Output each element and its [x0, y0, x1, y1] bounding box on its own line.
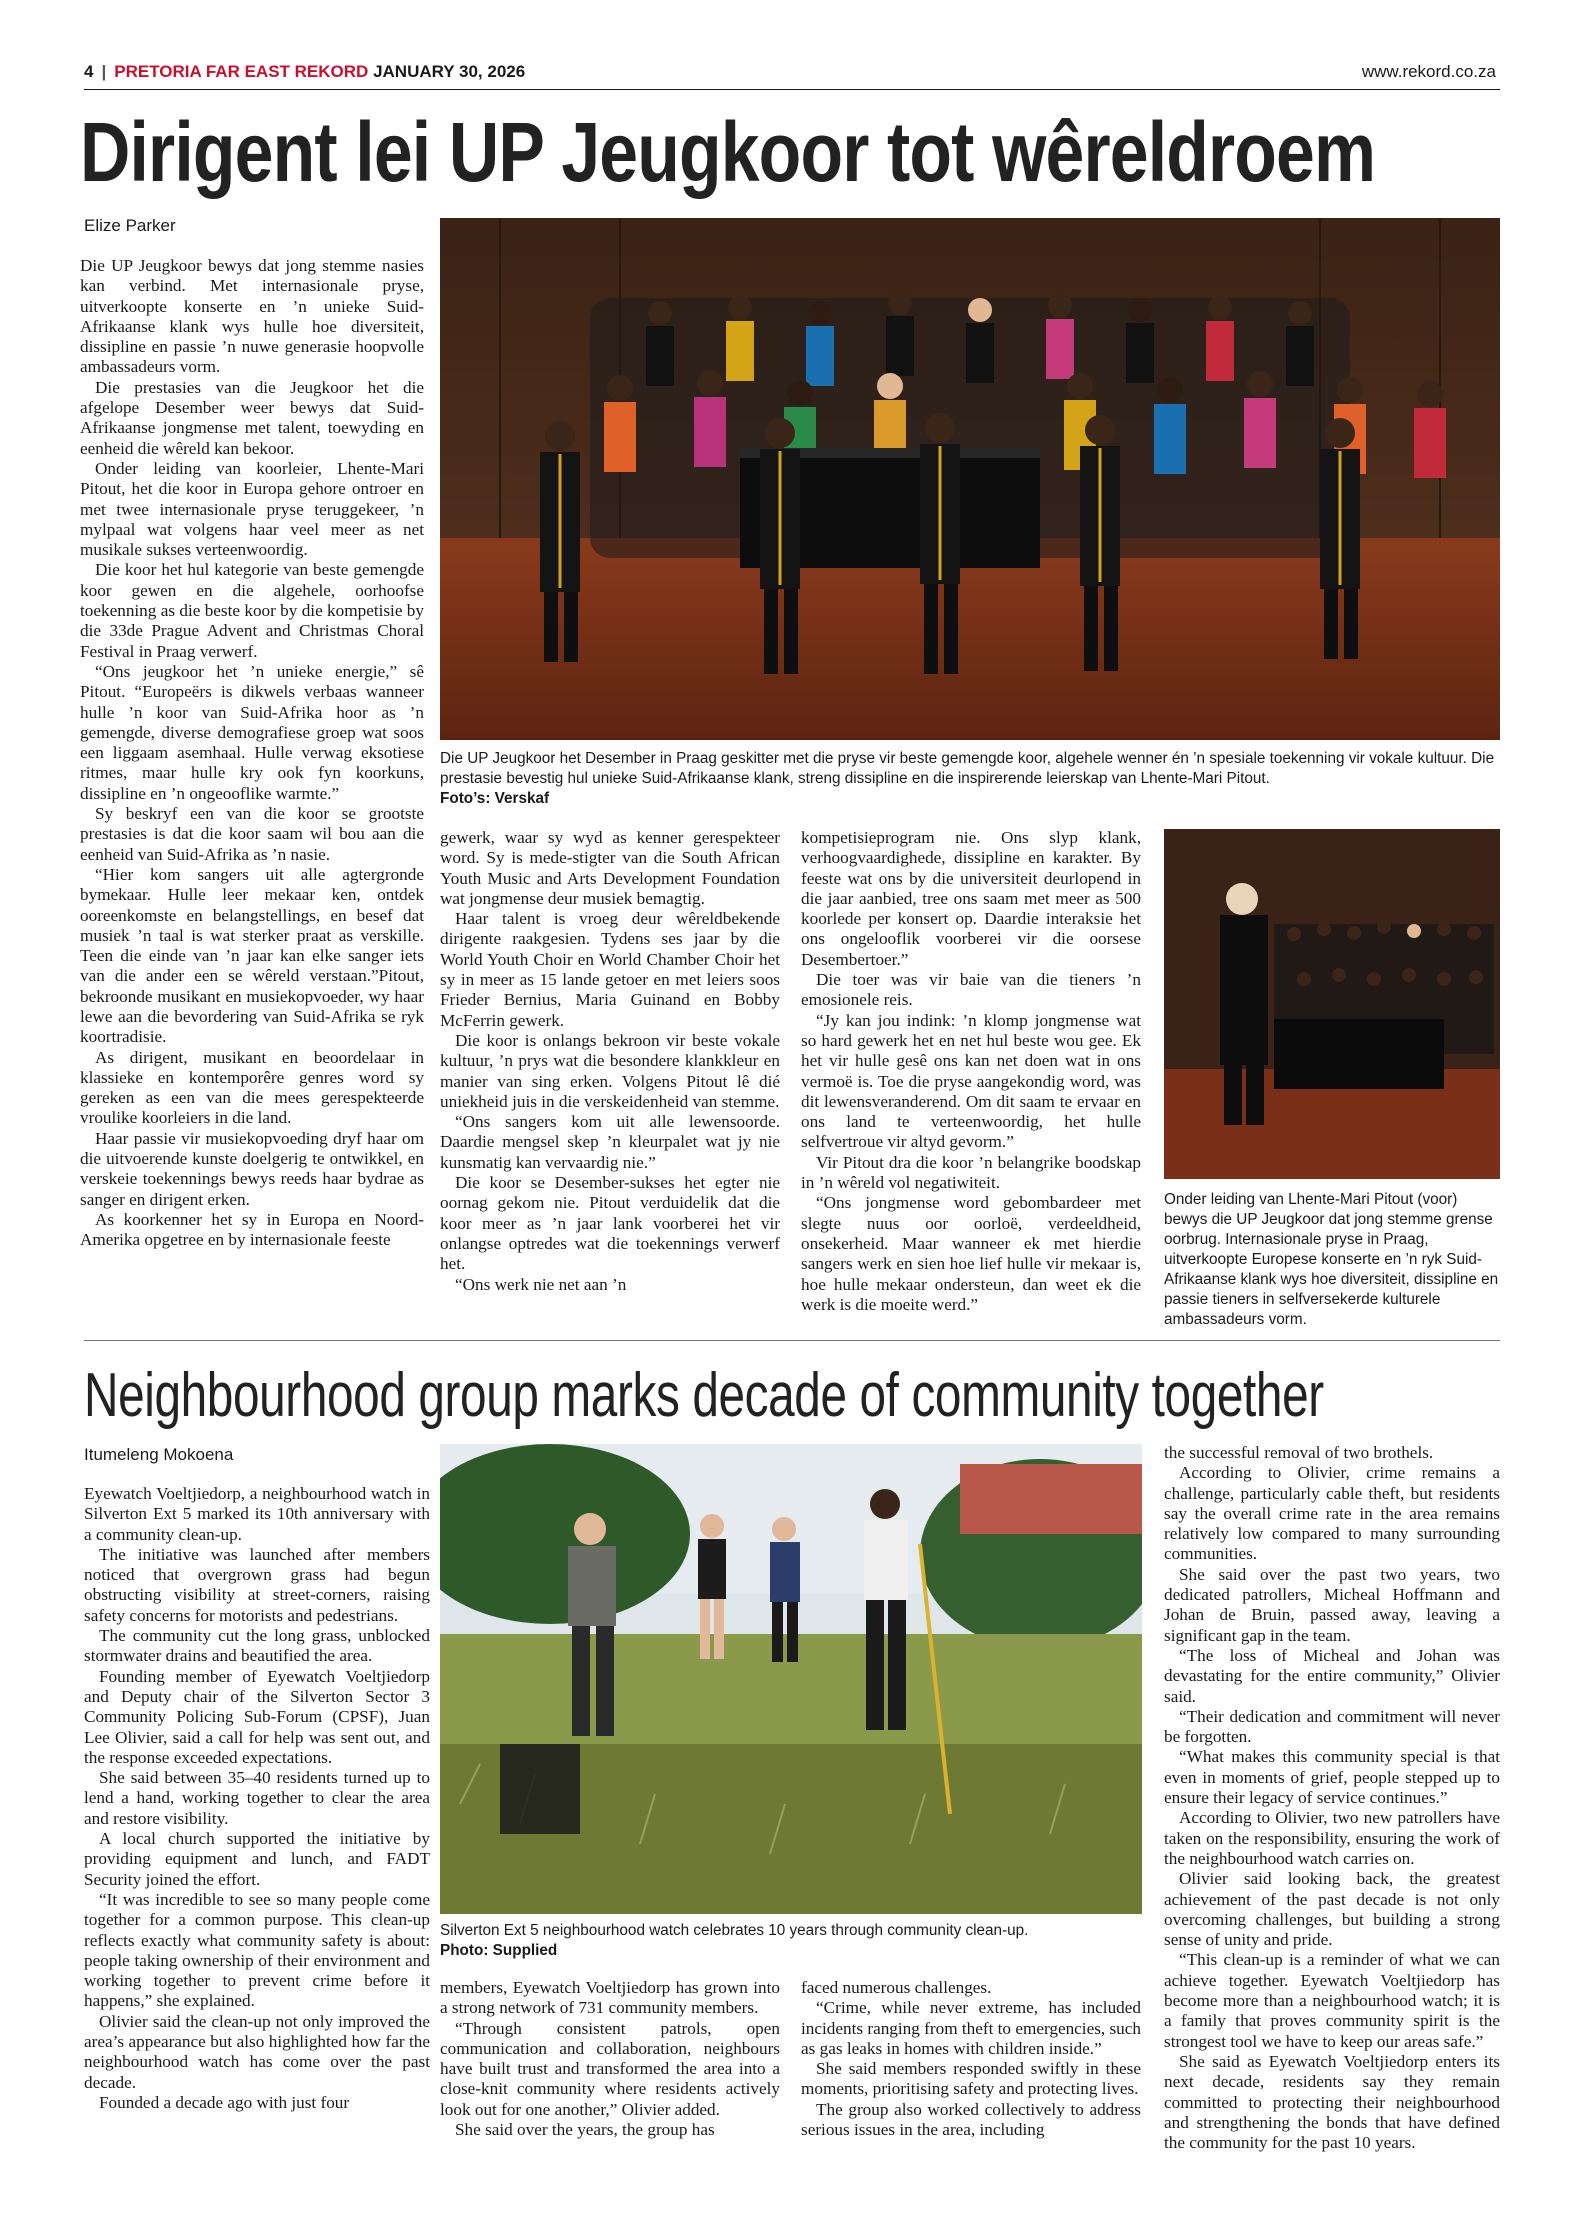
caption-text: Silverton Ext 5 neighbourhood watch celebrates 10 years through community clean-up.	[440, 1922, 1029, 1939]
paragraph: She said between 35–40 residents turned up to lend a hand, working together to clear the area and restore visibility.	[84, 1768, 430, 1828]
article1-byline: Elize Parker	[84, 216, 176, 235]
paragraph: “What makes this community special is that even in moments of grief, people stepped up to ensure their legacy of service continues.”	[1164, 1747, 1500, 1808]
issue-date: JANUARY 30, 2026	[373, 62, 526, 81]
paragraph: gewerk, waar sy wyd as kenner gerespekteer word. Sy is mede-stigter van die South African Youth Music and Arts Development Foundation wat jongmense deur musiek bemagtig.	[440, 828, 780, 908]
paragraph: members, Eyewatch Voeltjiedorp has grown into a strong network of 731 community members.	[440, 1978, 780, 2018]
header-rule	[84, 89, 1500, 90]
paragraph: the successful removal of two brothels.	[1164, 1443, 1434, 1462]
paragraph: According to Olivier, two new patrollers have taken on the responsibility, ensuring the work of the neighbourhood watch carries on.	[1164, 1808, 1500, 1868]
paragraph: She said members responded swiftly in these moments, prioritising safety and protecting lives.	[801, 2059, 1141, 2099]
paragraph: As koorkenner het sy in Europa en Noord-Amerika opgetree en by internasionale feeste	[80, 1209, 424, 1250]
photo-credit: Foto’s: Verskaf	[440, 790, 550, 807]
article1-col3	[801, 828, 1141, 1315]
page-number: 4	[84, 62, 94, 81]
paragraph: The group also worked collectively to address serious issues in the area, including	[801, 2099, 1141, 2140]
paragraph: “Through consistent patrols, open communication and collaboration, neighbours have built trust and transformed the area into a close-knit community where residents actively look out for one another,” Olivier added.	[440, 2018, 780, 2119]
paragraph: The community cut the long grass, unblocked stormwater drains and beautified the area.	[84, 1626, 430, 1666]
section-divider	[84, 1340, 1500, 1341]
cleanup-photo-caption	[440, 1921, 1142, 1961]
article2-col4	[1164, 1443, 1500, 2153]
paragraph: Haar talent is vroeg deur wêreldbekende dirigente raakgesien. Tydens ses jaar by die World Youth Choir en World Chamber Choir het sy in meer as 15 lande getoer en met leiers soos Frieder Bernius, Maria Guinand en Bobby McFerrin gewerk.	[440, 909, 780, 1030]
paragraph: Die UP Jeugkoor bewys dat jong stemme nasies kan verbind. Met internasionale pryse, uitverkoopte konserte en ’n unieke Suid-Afrikaanse klank wys hulle hoe diversiteit, dissipline en passie ’n nuwe generasie hoopvolle ambassadeurs vorm.	[80, 256, 424, 377]
folio	[84, 62, 525, 82]
cleanup-photo	[440, 1444, 1142, 1914]
choir-photo	[440, 218, 1500, 740]
article2-col3	[801, 1978, 1141, 2140]
website-link[interactable]: www.rekord.co.za	[1361, 62, 1496, 81]
paragraph: Die prestasies van die Jeugkoor het die afgelope Desember weer bewys dat Suid-Afrikaanse jongmense met talent, toewyding en eenheid die wêreld kan bekoor.	[80, 377, 424, 458]
paragraph: She said over the years, the group has	[455, 2120, 715, 2140]
paragraph: The initiative was launched after members noticed that overgrown grass had begun obstructing visibility at street-corners, raising safety concerns for motorists and pedestrians.	[84, 1544, 430, 1625]
paragraph: Die koor se Desember-sukses het egter nie oornag gekom nie. Pitout verduidelik dat die koor meer as ’n jaar lank voorberei het vir onlangse optredes wat die toekennings verwerf het.	[440, 1173, 780, 1274]
publication-name: PRETORIA FAR EAST REKORD	[114, 62, 369, 81]
folio-separator: |	[101, 62, 107, 81]
paragraph: Vir Pitout dra die koor ’n belangrike boodskap in ’n wêreld vol negatiwiteit.	[801, 1152, 1141, 1193]
conductor-photo-caption: Onder leiding van Lhente-Mari Pitout (voor) bewys die UP Jeugkoor dat jong stemme grense oorbrug. Internasionale pryse in Praag, uitverkoopte Europese konserte en ’n ryk Suid-Afrikaanse klank wys hoe diversiteit, dissipline en passie tieners in selfversekerde kulturele ambassadeurs vorm.	[1164, 1191, 1499, 1328]
paragraph: Die toer was vir baie van die tieners ’n emosionele reis.	[801, 970, 1141, 1010]
paragraph: Die koor is onlangs bekroon vir beste vokale kultuur, ’n prys wat die besondere klankkleur en manier van sing erken. Volgens Pitout lê dié uniekheid juis in die verskeidenheid van stemme.	[440, 1030, 780, 1111]
paragraph: “Ons sangers kom uit alle lewensoorde. Daardie mengsel skep ’n kleurpalet wat jy nie kunsmatig kan vervaardig nie.”	[440, 1112, 780, 1172]
paragraph: As dirigent, musikant en beoordelaar in klassieke en kontemporêre genres word sy gereken as een van die mees gerespekteerde vroulike koorleiers in die land.	[80, 1047, 424, 1128]
paragraph: “Hier kom sangers uit alle agtergronde bymekaar. Hulle leer mekaar ken, ontdek ooreenkomste en belangstellings, en besef dat musiek ’n taal is wat sterker praat as verskille. Teen die einde van ’n jaar kan elke sanger iets van die ander een se wêreld verstaan.”Pitout, bekroonde musikant en musiekopvoeder, wy haar lewe aan die bevordering van Suid-Afrika se ryk koortradisie.	[80, 864, 424, 1047]
paragraph: “This clean-up is a reminder of what we can achieve together. Eyewatch Voeltjiedorp has become more than a neighbourhood watch; it is a family that proves community spirit is the strongest tool we have to keep our areas safe.”	[1164, 1950, 1500, 2051]
caption-text: Die UP Jeugkoor het Desember in Praag geskitter met die pryse vir beste gemengde koor, algehele wenner én ’n spesiale toekenning vir vokale kultuur. Die prestasie bevestig hul unieke Suid-Afrikaanse klank, streng dissipline en die inspirerende leierskap van Lhente-Mari Pitout.	[440, 750, 1495, 787]
conductor-photo	[1164, 829, 1500, 1179]
paragraph: faced numerous challenges.	[801, 1978, 992, 1997]
paragraph: Haar passie vir musiekopvoeding dryf haar om die uitvoerende kunste doelgerig te ontwikkel, en verskeie toekennings bewys reeds haar bydrae as sanger en dirigent erken.	[80, 1128, 424, 1209]
paragraph: Sy beskryf een van die koor se grootste prestasies is dat die koor saam wil bou aan die eenheid van Suid-Afrika as ’n nasie.	[80, 804, 424, 864]
paragraph: According to Olivier, crime remains a challenge, particularly cable theft, but residents say the overall crime rate in the area remains relatively low compared to many surrounding communities.	[1164, 1463, 1500, 1564]
paragraph: Founded a decade ago with just four	[99, 2092, 350, 2112]
paragraph: “Ons werk nie net aan ’n	[455, 1274, 627, 1294]
article1-col1	[80, 256, 424, 1251]
paragraph: Onder leiding van koorleier, Lhente-Mari Pitout, het die koor in Europa gehore ontroer en met twee internasionale pryse teruggekeer, ’n mylpaal wat volgens haar veel meer as net musikale sukses verteenwoordig.	[80, 458, 424, 560]
paragraph: Eyewatch Voeltjiedorp, a neighbourhood watch in Silverton Ext 5 marked its 10th anniversary with a community clean-up.	[84, 1484, 430, 1544]
paragraph: “It was incredible to see so many people come together for a common purpose. This clean-up reflects exactly what community safety is about: people taking ownership of their environment and working together to prevent crime before it happens,” she explained.	[84, 1889, 430, 2011]
paragraph: She said as Eyewatch Voeltjiedorp enters its next decade, residents say they remain committed to protecting their neighbourhood and strengthening the bonds that have defined the community for the past 10 years.	[1164, 2051, 1500, 2153]
paragraph: Olivier said the clean-up not only improved the area’s appearance but also highlighted how far the neighbourhood watch has come over the past decade.	[84, 2011, 430, 2092]
article2-col1	[84, 1484, 430, 2113]
paragraph: Founding member of Eyewatch Voeltjiedorp and Deputy chair of the Silverton Sector 3 Community Policing Sub-Forum (CPSF), Juan Lee Olivier, said a call for help was sent out, and the response exceeded expectations.	[84, 1666, 430, 1767]
paragraph: “Jy kan jou indink: ’n klomp jongmense wat so hard gewerk het en net hul beste wou gee. Ek het vir hulle gesê ons kan net doen wat in ons vermoë is. Toe die pryse aangekondig word, was dit lewensveranderend. Om dit saam te ervaar en ons land te verteenwoordig, het hulle selfvertroue vir altyd gevorm.”	[801, 1010, 1141, 1152]
paragraph: “Ons jeugkoor het ’n unieke energie,” sê Pitout. “Europeërs is dikwels verbaas wanneer hulle ’n koor van Suid-Afrika hoor as ’n gemengde, diverse demografiese groep wat soos een liggaam asemhaal. Hulle verwag eksotiese ritmes, maar hulle kry ook fyn koorkuns, dissipline en ’n ongeooflike warmte.”	[80, 661, 424, 803]
paragraph: “The loss of Micheal and Johan was devastating for the entire community,” Olivier said.	[1164, 1645, 1500, 1706]
choir-photo-caption	[440, 749, 1500, 809]
article2-byline: Itumeleng Mokoena	[84, 1445, 234, 1464]
article1-headline: Dirigent lei UP Jeugkoor tot wêreldroem	[80, 105, 1376, 199]
paragraph: kompetisieprogram nie. Ons slyp klank, verhoogvaardighede, dissipline en karakter. By feeste wat ons by die universiteit deurlopend in die jaar aanbied, tree ons saam met meer as 500 koorlede per konsert op. Daardie interaksie het ons ongelooflik voorberei vir die oorsese Desembertoer.”	[801, 828, 1141, 969]
paragraph: Die koor het hul kategorie van beste gemengde koor gewen en die algehele, oorhoofse toekenning as die beste koor by die kompetisie by die 33de Prague Advent and Christmas Choral Festival in Praag verwerf.	[80, 560, 424, 661]
paragraph: A local church supported the initiative by providing equipment and lunch, and FADT Security joined the effort.	[84, 1829, 430, 1889]
photo-credit: Photo: Supplied	[440, 1942, 558, 1959]
article1-col2	[440, 828, 780, 1295]
paragraph: Olivier said looking back, the greatest achievement of the past decade is not only overcoming challenges, but building a strong sense of unity and pride.	[1164, 1869, 1500, 1950]
article2-col2	[440, 1978, 780, 2140]
paragraph: “Crime, while never extreme, has included incidents ranging from theft to emergencies, such as gas leaks in homes with children inside.”	[801, 1998, 1141, 2058]
paragraph: “Their dedication and commitment will never be forgotten.	[1164, 1706, 1500, 1747]
paragraph: She said over the past two years, two dedicated patrollers, Micheal Hoffmann and Johan de Bruin, passed away, leaving a significant gap in the team.	[1164, 1564, 1500, 1645]
article2-headline: Neighbourhood group marks decade of community together	[84, 1361, 1324, 1430]
paragraph: “Ons jongmense word gebombardeer met slegte nuus oor oorloë, verdeeldheid, onsekerheid. Maar wanneer ek met hierdie sangers werk en sien hoe lief hulle vir mekaar is, hoe hulle mekaar ondersteun, dan weet ek die werk is die moeite werd.”	[801, 1193, 1141, 1314]
